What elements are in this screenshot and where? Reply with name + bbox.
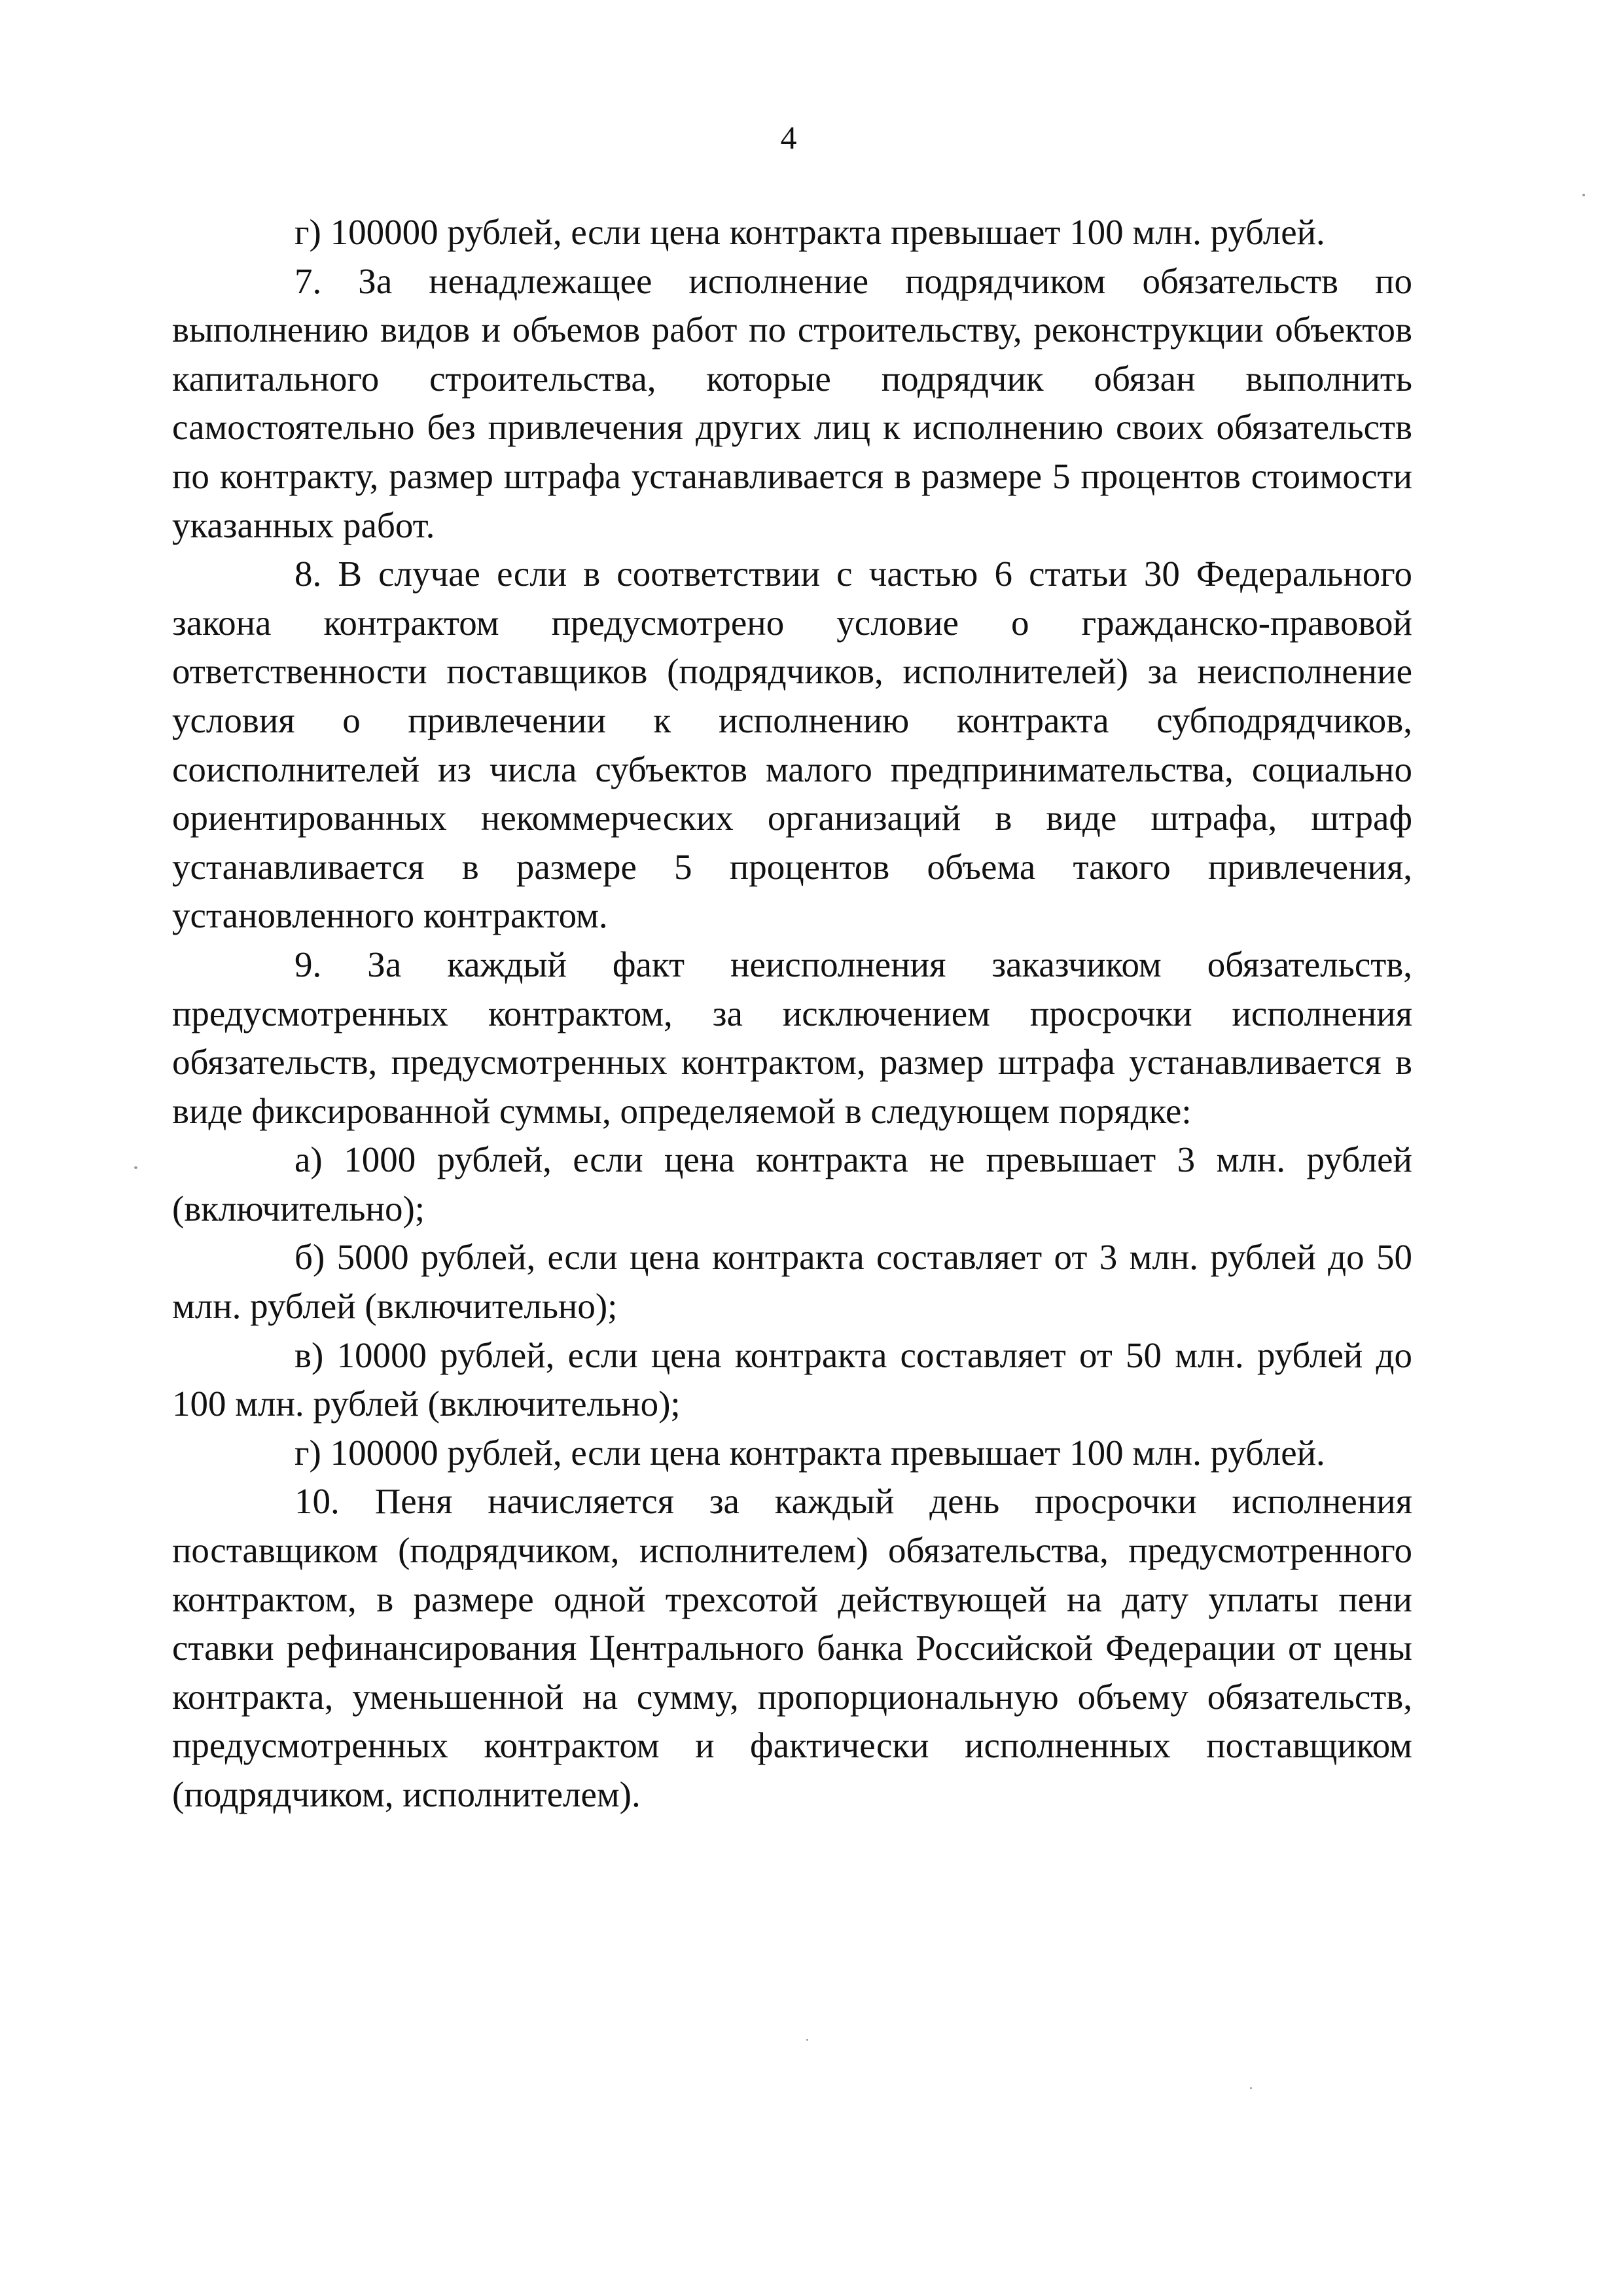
clause-9b: б) 5000 рублей, если цена контракта составляет от 3 млн. рублей до 50 млн. рублей (включительно); (172, 1237, 1412, 1327)
clause-7: 7. За ненадлежащее исполнение подрядчиком обязательств по выполнению видов и объемов работ по строительству, реконструкции объектов капитального строительства, которые подрядчик обязан выполнить самостоятельно без привлечения других лиц к исполнению своих обязательств по контракту, размер штрафа устанавливается в размере 5 процентов стоимости указанных работ. (172, 260, 1412, 545)
clause-10: 10. Пеня начисляется за каждый день просрочки исполнения поставщиком (подрядчиком, исполнителем) обязательства, предусмотренного контрактом, в размере одной трехсотой действующей на дату уплаты пени ставки рефинансирования Центрального банка Российской Федерации от цены контракта, уменьшенной на сумму, пропорциональную объему обязательств, предусмотренных контрактом и фактически исполненных поставщиком (подрядчиком, исполнителем). (172, 1481, 1412, 1814)
clause-8: 8. В случае если в соответствии с частью 6 статьи 30 Федерального закона контрактом предусмотрено условие о гражданско-правовой ответственности поставщиков (подрядчиков, исполнителей) за неисполнение условия о привлечении к исполнению контракта субподрядчиков, соисполнителей из числа субъектов малого предпринимательства, социально ориентированных некоммерческих организаций в виде штрафа, штраф устанавливается в размере 5 процентов объема такого привлечения, установленного контрактом. (172, 554, 1412, 936)
scan-speck (1250, 2087, 1252, 2089)
clause-9v: в) 10000 рублей, если цена контракта составляет от 50 млн. рублей до 100 млн. рублей (включительно); (172, 1335, 1412, 1424)
document-body (172, 208, 1412, 1820)
clause-6g: г) 100000 рублей, если цена контракта превышает 100 млн. рублей. (294, 212, 1325, 252)
scan-speck (134, 1166, 137, 1169)
scan-speck (1582, 194, 1585, 196)
page-number: 4 (780, 119, 797, 156)
scan-speck (806, 2039, 808, 2041)
clause-9: 9. За каждый факт неисполнения заказчиком обязательств, предусмотренных контрактом, за исключением просрочки исполнения обязательств, предусмотренных контрактом, размер штрафа устанавливается в виде фиксированной суммы, определяемой в следующем порядке: (172, 944, 1412, 1131)
clause-9a: а) 1000 рублей, если цена контракта не превышает 3 млн. рублей (включительно); (172, 1139, 1412, 1229)
clause-9g: г) 100000 рублей, если цена контракта превышает 100 млн. рублей. (294, 1432, 1325, 1473)
